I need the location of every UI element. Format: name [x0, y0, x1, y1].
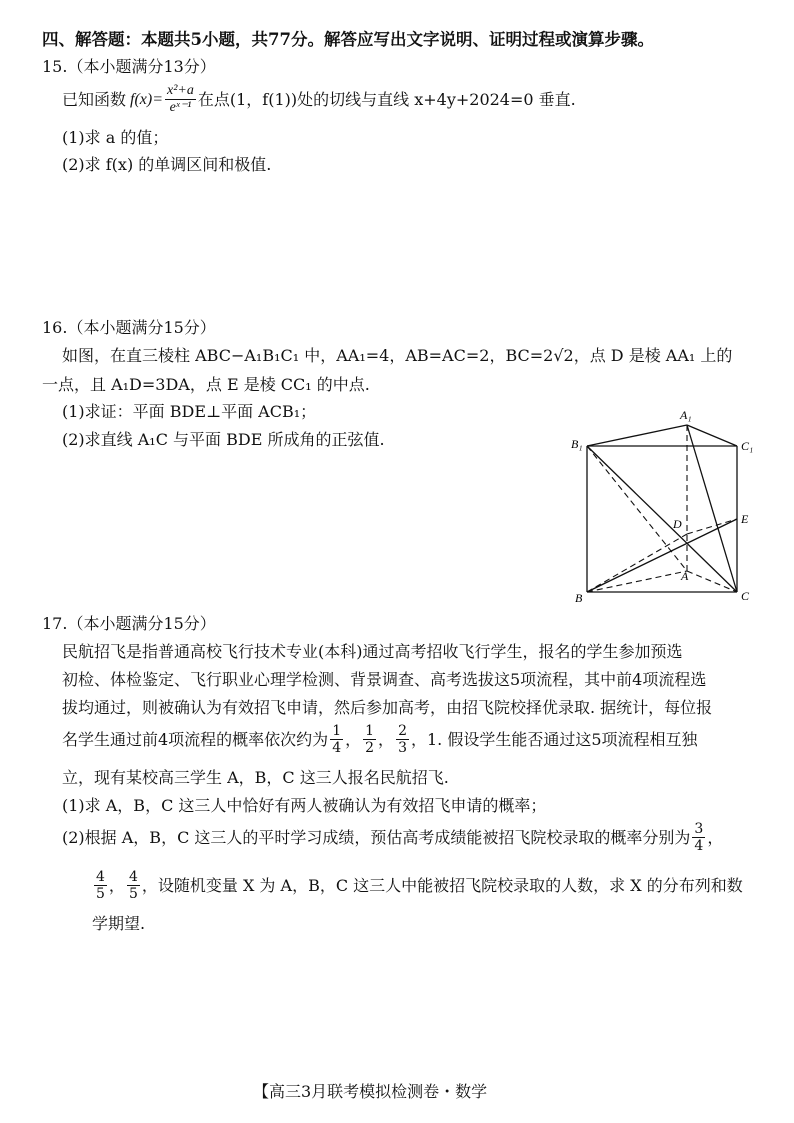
edge-b1-a1 [587, 425, 687, 446]
label-b: B [575, 591, 583, 605]
q17-line1: 民航招飞是指普通高校飞行技术专业(本科)通过高考招收飞行学生，报名的学生参加预选 [62, 642, 683, 661]
q17-prob-1-den: 4 [332, 740, 342, 756]
q16-line2: 一点，且 A₁D=3DA，点 E 是棱 CC₁ 的中点. [42, 375, 370, 394]
q17-part2-line2: $\frac{4}{5}$ ， $\frac{4}{5}$ ，设随机变量 X 为 A，B，C 这三人中能被招飞院校录取的人数，求 X 的分布列和数 [96, 869, 743, 902]
q17-line4: 名学生通过前4项流程的概率依次约为 $\frac{1}{4}$ ， $\frac{1}{2}$ ， $\frac{2}{3}$ ，1. 假设学生能否通过这5项流程相互独 [62, 723, 698, 756]
q17-line3: 拔均通过，则被确认为有效招飞申请，然后参加高考，由招飞院校择优录取. 据统计，每位报 [62, 698, 713, 717]
q17-prob-1-num: 1 [332, 723, 342, 739]
label-c: C [741, 589, 750, 603]
q17-prob-2-den: 2 [365, 740, 375, 756]
segment-b-d [587, 534, 687, 592]
q17-admit-prob-3-den: 5 [128, 886, 138, 902]
q15-part2: (2)求 f(x) 的单调区间和极值. [62, 155, 272, 174]
q15-part1: (1)求 a 的值； [62, 128, 169, 147]
page-footer: 【高三3月联考模拟检测卷・数学 [253, 1082, 488, 1101]
q15-func-lhs: f(x)= [130, 90, 164, 108]
q17-admit-prob-2-num: 4 [96, 869, 105, 885]
q17-part2-mid: ，设随机变量 X 为 A，B，C 这三人中能被招飞院校录取的人数，求 X 的分布列和数 [141, 875, 743, 895]
q17-admit-prob-1 [692, 822, 705, 853]
q17-admit-prob-2 [94, 870, 107, 901]
q17-admit-prob-2-den: 5 [96, 886, 105, 902]
segment-b-e [587, 519, 737, 592]
label-e: E [741, 512, 749, 526]
q17-line4-suffix: ，1. 假设学生能否通过这5项流程相互独 [410, 729, 698, 749]
q17-admit-prob-1-den: 4 [694, 838, 704, 854]
q16-number: 16.（本小题满分15分） [42, 318, 216, 337]
q15-frac-num: x²+a [167, 83, 194, 98]
edge-b-a [587, 571, 687, 592]
q17-admit-prob-3-num: 4 [128, 869, 138, 885]
edge-a1-c1 [687, 425, 737, 446]
edge-a-c [687, 571, 737, 592]
q17-part2-end: 学期望. [92, 914, 146, 933]
q15-stem [62, 84, 576, 115]
q17-number: 17.（本小题满分15分） [42, 614, 216, 633]
q17-prob-1 [330, 724, 343, 755]
label-a: A [681, 569, 689, 583]
label-b1: B₁ [571, 437, 583, 451]
q16-line1: 如图，在直三棱柱 ABC−A₁B₁C₁ 中，AA₁=4，AB=AC=2，BC=2√2，点 D 是棱 AA₁ 上的 [62, 346, 733, 365]
label-a1: A₁ [680, 408, 692, 422]
q17-prob-3-num: 2 [398, 723, 407, 739]
q17-admit-prob-1-num: 3 [694, 821, 704, 837]
q15-stem-prefix: 已知函数 [62, 89, 127, 109]
section-header: 四、解答题：本题共5小题，共77分。解答应写出文字说明、证明过程或演算步骤。 [42, 30, 654, 49]
q17-admit-prob-3 [127, 870, 140, 901]
q17-line4-prefix: 名学生通过前4项流程的概率依次约为 [62, 729, 329, 749]
q17-line5: 立，现有某校高三学生 A，B，C 这三人报名民航招飞. [62, 768, 449, 787]
q16-part2: (2)求直线 A₁C 与平面 BDE 所成角的正弦值. [62, 430, 385, 449]
q15-frac-den: eˣ⁻¹ [169, 100, 192, 115]
q16-prism-figure [565, 408, 765, 605]
q16-part1: (1)求证：平面 BDE⊥平面 ACB₁； [62, 402, 317, 421]
q15-fraction [165, 84, 196, 115]
q15-stem-suffix: 在点(1，f(1))处的切线与直线 x+4y+2024=0 垂直. [197, 89, 576, 109]
segment-b1-a [587, 446, 687, 571]
q17-prob-3 [396, 724, 409, 755]
q17-part1: (1)求 A，B，C 这三人中恰好有两人被确认为有效招飞申请的概率； [62, 796, 547, 815]
q17-part2-line1: (2)根据 A，B，C 这三人的平时学习成绩，预估高考成绩能被招飞院校录取的概率分别为 $\frac{3}{4}$ ， [62, 821, 724, 854]
q17-line2: 初检、体检鉴定、飞行职业心理学检测、背景调查、高考选拔这5项流程，其中前4项流程选 [62, 670, 707, 689]
q17-prob-2-num: 1 [365, 723, 375, 739]
q15-number: 15.（本小题满分13分） [42, 57, 216, 76]
q17-prob-3-den: 3 [398, 740, 407, 756]
q17-part2-prefix: (2)根据 A，B，C 这三人的平时学习成绩，预估高考成绩能被招飞院校录取的概率分别为 [62, 827, 691, 847]
q17-prob-2 [363, 724, 376, 755]
label-c1: C₁ [741, 439, 754, 453]
label-d: D [673, 517, 682, 531]
